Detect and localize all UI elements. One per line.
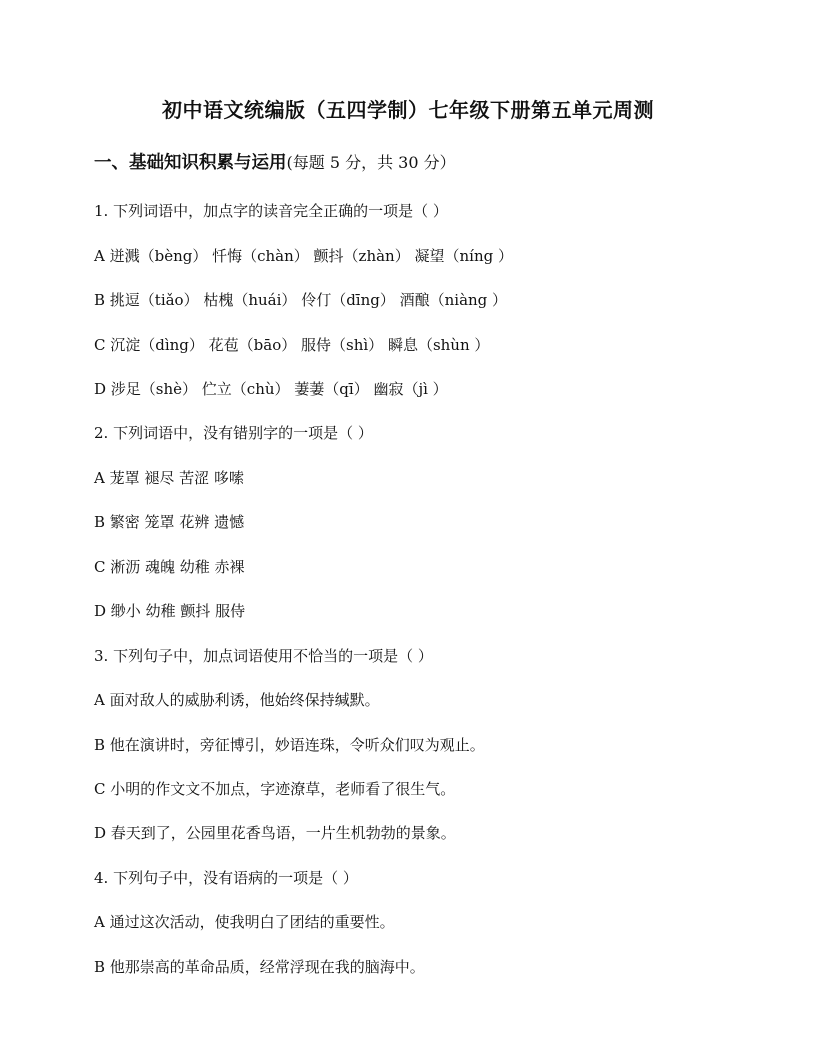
option-2a: A 茏罩 褪尽 苦涩 哆嗦 xyxy=(94,469,244,487)
section-heading xyxy=(94,149,456,174)
section-score-note: (每题 5 分，共 30 分） xyxy=(286,153,456,172)
option-3c: C 小明的作文文不加点，字迹潦草，老师看了很生气。 xyxy=(94,780,456,798)
question-4: 4. 下列句子中，没有语病的一项是（ ） xyxy=(94,869,358,887)
option-1d: D 涉足（shè） 伫立（chù） 萋萋（qī） 幽寂（jì ） xyxy=(94,380,448,398)
option-2b: B 繁密 笼罩 花辨 遗憾 xyxy=(94,513,245,531)
option-1c: C 沉淀（dìng） 花苞（bāo） 服侍（shì） 瞬息（shùn ） xyxy=(94,336,490,354)
option-2d: D 缈小 幼稚 颤抖 服侍 xyxy=(94,602,246,620)
option-1a: A 迸溅（bèng） 忏悔（chàn） 颤抖（zhàn） 凝望（níng ） xyxy=(94,247,513,265)
option-4a: A 通过这次活动，使我明白了团结的重要性。 xyxy=(94,913,395,931)
question-3: 3. 下列句子中，加点词语使用不恰当的一项是（ ） xyxy=(94,647,433,665)
option-3a: A 面对敌人的威胁利诱，他始终保持缄默。 xyxy=(94,691,380,709)
option-3d: D 春天到了，公园里花香鸟语，一片生机勃勃的景象。 xyxy=(94,824,456,842)
option-1b: B 挑逗（tiǎo） 枯槐（huái） 伶仃（dīng） 酒酿（niàng ） xyxy=(94,291,508,309)
option-4b: B 他那崇高的革命品质，经常浮现在我的脑海中。 xyxy=(94,958,425,976)
option-2c: C 淅沥 魂魄 幼稚 赤裸 xyxy=(94,558,245,576)
section-heading-text: 一、基础知识积累与运用 xyxy=(94,153,287,173)
option-3b: B 他在演讲时，旁征博引，妙语连珠，令听众们叹为观止。 xyxy=(94,736,485,754)
question-1: 1. 下列词语中，加点字的读音完全正确的一项是（ ） xyxy=(94,202,448,220)
question-2: 2. 下列词语中，没有错别字的一项是（ ） xyxy=(94,424,373,442)
page-title: 初中语文统编版（五四学制）七年级下册第五单元周测 xyxy=(162,98,654,122)
